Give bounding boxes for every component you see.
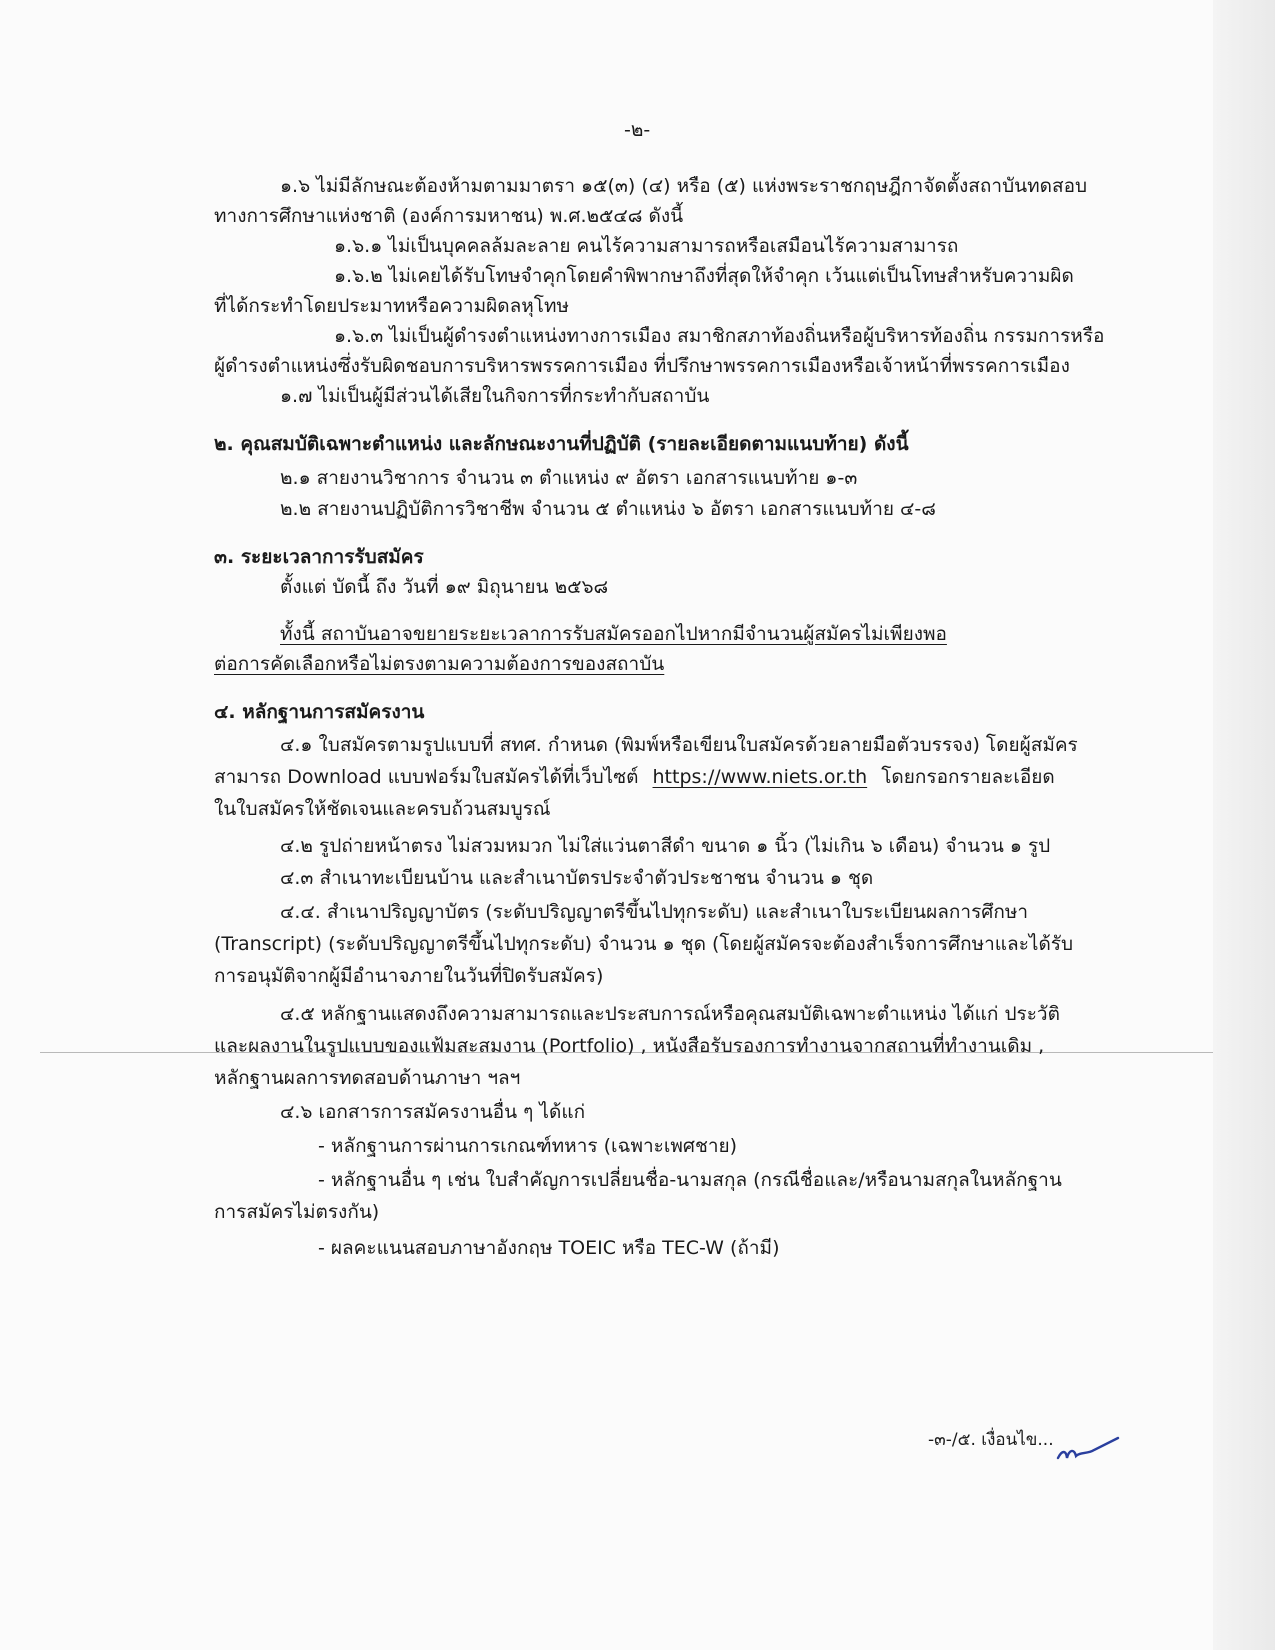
website-link[interactable]: https://www.niets.or.th <box>652 766 868 788</box>
clause-4-6-item-1: - หลักฐานการผ่านการเกณฑ์ทหาร (เฉพาะเพศชาย) <box>318 1135 738 1157</box>
clause-1-6-2-line-2: ที่ได้กระทำโดยประมาทหรือความผิดลหุโทษ <box>214 295 569 317</box>
initials-signature <box>1054 1432 1124 1468</box>
clause-1-7: ๑.๗ ไม่เป็นผู้มีส่วนได้เสียในกิจการที่กระทำกับสถาบัน <box>280 385 710 407</box>
clause-1-6-1: ๑.๖.๑ ไม่เป็นบุคคลล้มละลาย คนไร้ความสามารถหรือเสมือนไร้ความสามารถ <box>334 235 959 257</box>
clause-4-6-item-2-line-2: การสมัครไม่ตรงกัน) <box>214 1201 380 1223</box>
clause-4-1-suffix: โดยกรอกรายละเอียด <box>881 766 1055 788</box>
extension-note-line-1: ทั้งนี้ สถาบันอาจขยายระยะเวลาการรับสมัครออกไปหากมีจำนวนผู้สมัครไม่เพียงพอ <box>280 623 947 645</box>
clause-4-1-text: สามารถ Download แบบฟอร์มใบสมัครได้ที่เว็บไซต์ <box>214 766 639 788</box>
page-number: -๒- <box>624 119 651 141</box>
clause-4-5-line-2: และผลงานในรูปแบบของแฟ้มสะสมงาน (Portfolio) , หนังสือรับรองการทำงานจากสถานที่ทำงานเดิม , <box>214 1035 1045 1057</box>
clause-1-6-line-2: ทางการศึกษาแห่งชาติ (องค์การมหาชน) พ.ศ.๒๕๔๘ ดังนี้ <box>214 205 684 227</box>
clause-1-6-line-1: ๑.๖ ไม่มีลักษณะต้องห้ามตามมาตรา ๑๕(๓) (๔) หรือ (๕) แห่งพระราชกฤษฎีกาจัดตั้งสถาบันทดสอบ <box>280 175 1088 197</box>
clause-4-1-line-3: ในใบสมัครให้ชัดเจนและครบถ้วนสมบูรณ์ <box>214 798 551 820</box>
section-4-heading: ๔. หลักฐานการสมัครงาน <box>214 701 425 723</box>
clause-4-6-item-3: - ผลคะแนนสอบภาษาอังกฤษ TOEIC หรือ TEC-W (ถ้ามี) <box>318 1237 780 1259</box>
clause-4-6: ๔.๖ เอกสารการสมัครงานอื่น ๆ ได้แก่ <box>280 1101 586 1123</box>
extension-note-line-2: ต่อการคัดเลือกหรือไม่ตรงตามความต้องการของสถาบัน <box>214 653 665 675</box>
clause-1-6-3-line-2: ผู้ดำรงตำแหน่งซึ่งรับผิดชอบการบริหารพรรคการเมือง ที่ปรึกษาพรรคการเมืองหรือเจ้าหน้าที่พรรคการเมือง <box>214 355 1070 377</box>
section-3-heading: ๓. ระยะเวลาการรับสมัคร <box>214 546 424 568</box>
clause-4-3: ๔.๓ สำเนาทะเบียนบ้าน และสำเนาบัตรประจำตัวประชาชน จำนวน ๑ ชุด <box>280 867 874 889</box>
clause-4-1-line-2 <box>214 765 1055 789</box>
clause-4-5-line-1: ๔.๕ หลักฐานแสดงถึงความสามารถและประสบการณ์หรือคุณสมบัติเฉพาะตำแหน่ง ได้แก่ ประวัติ <box>280 1003 1060 1025</box>
clause-4-5-line-3: หลักฐานผลการทดสอบด้านภาษา ฯลฯ <box>214 1067 521 1089</box>
clause-4-4-line-3: การอนุมัติจากผู้มีอำนาจภายในวันที่ปิดรับสมัคร) <box>214 965 604 987</box>
clause-4-4-line-2: (Transcript) (ระดับปริญญาตรีขึ้นไปทุกระดับ) จำนวน ๑ ชุด (โดยผู้สมัครจะต้องสำเร็จการศึกษาและได้รับ <box>214 933 1074 955</box>
continuation-marker: -๓-/๕. เงื่อนไข... <box>928 1430 1054 1450</box>
clause-1-6-3-line-1: ๑.๖.๓ ไม่เป็นผู้ดำรงตำแหน่งทางการเมือง สมาชิกสภาท้องถิ่นหรือผู้บริหารท้องถิ่น กรรมการหรือ <box>334 325 1105 347</box>
application-period: ตั้งแต่ บัดนี้ ถึง วันที่ ๑๙ มิถุนายน ๒๕๖๘ <box>280 576 609 598</box>
clause-4-4-line-1: ๔.๔. สำเนาปริญญาบัตร (ระดับปริญญาตรีขึ้นไปทุกระดับ) และสำเนาใบระเบียนผลการศึกษา <box>280 901 1029 923</box>
clause-4-2: ๔.๒ รูปถ่ายหน้าตรง ไม่สวมหมวก ไม่ใส่แว่นตาสีดำ ขนาด ๑ นิ้ว (ไม่เกิน ๖ เดือน) จำนวน ๑ รูป <box>280 835 1051 857</box>
clause-2-1: ๒.๑ สายงานวิชาการ จำนวน ๓ ตำแหน่ง ๙ อัตรา เอกสารแนบท้าย ๑-๓ <box>280 467 858 489</box>
clause-4-6-item-2-line-1: - หลักฐานอื่น ๆ เช่น ใบสำคัญการเปลี่ยนชื่อ-นามสกุล (กรณีชื่อและ/หรือนามสกุลในหลักฐาน <box>318 1169 1062 1191</box>
clause-4-1-line-1: ๔.๑ ใบสมัครตามรูปแบบที่ สทศ. กำหนด (พิมพ์หรือเขียนใบสมัครด้วยลายมือตัวบรรจง) โดยผู้สมัคร <box>280 734 1078 756</box>
clause-2-2: ๒.๒ สายงานปฏิบัติการวิชาชีพ จำนวน ๕ ตำแหน่ง ๖ อัตรา เอกสารแนบท้าย ๔-๘ <box>280 498 936 520</box>
section-2-heading: ๒. คุณสมบัติเฉพาะตำแหน่ง และลักษณะงานที่ปฏิบัติ (รายละเอียดตามแนบท้าย) ดังนี้ <box>214 433 909 455</box>
clause-1-6-2-line-1: ๑.๖.๒ ไม่เคยได้รับโทษจำคุกโดยคำพิพากษาถึงที่สุดให้จำคุก เว้นแต่เป็นโทษสำหรับความผิด <box>334 265 1074 287</box>
